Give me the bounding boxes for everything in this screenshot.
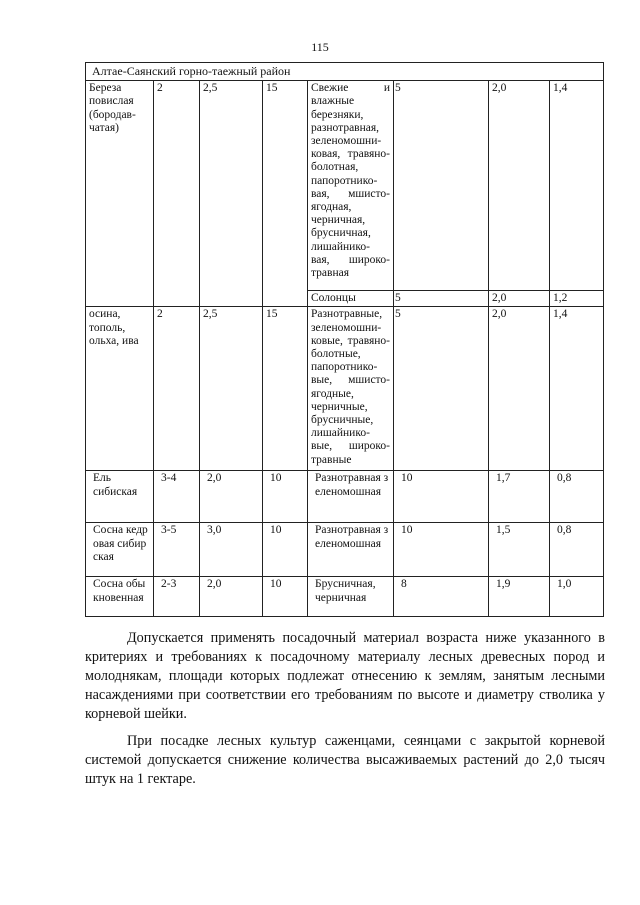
value-cell: 2,0 [489,81,550,291]
diameter-cell: 15 [263,307,308,471]
diameter-cell: 10 [263,471,308,523]
forest-type-cell: Солонцы [308,291,394,307]
age-cell: 3-5 [154,523,200,577]
height-cell: 2,5 [200,307,263,471]
value-cell: 1,5 [489,523,550,577]
value-cell: 2,0 [489,291,550,307]
forest-type-cell: Разнотравные, зеленомошни- ковые, травяно- болотные, папоротнико- вые, мшисто- ягодные, черничные, брусничные, лишайнико- вые, широко- травные [308,307,394,471]
height-cell: 3,0 [200,523,263,577]
table-row [86,81,604,291]
species-cell: Береза повислая (бородав- чатая) [86,81,154,307]
value-cell: 1,0 [550,577,604,617]
forest-type-cell: Свежие и влажные березняки, разнотравная, зеленомошни- ковая, травяно- болотная, папоротнико- вая, мшисто- ягодная, черничная, брусничная, лишайнико- вая, широко- травная [308,81,394,291]
value-cell: 1,2 [550,291,604,307]
table-row [86,471,604,523]
value-cell: 8 [394,577,489,617]
species-cell: Ель сибиская [86,471,154,523]
value-cell: 1,4 [550,307,604,471]
value-cell: 2,0 [489,307,550,471]
value-cell: 0,8 [550,523,604,577]
table-row [86,577,604,617]
value-cell: 5 [394,291,489,307]
species-cell: осина, тополь, ольха, ива [86,307,154,471]
table-row [86,523,604,577]
age-cell: 2 [154,307,200,471]
diameter-cell: 10 [263,577,308,617]
age-cell: 2-3 [154,577,200,617]
value-cell: 1,4 [550,81,604,291]
species-cell: Сосна кедровая сибирская [86,523,154,577]
paragraph: Допускается применять посадочный материал возраста ниже указанного в критериях и требованиях к посадочному материалу лесных древесных пород и молоднякам, площади которых подлежат отнесению к землям, занятым лесными насаждениями при соответствии его требованиям по высоте и диаметру стволика у корневой шейки. [85,630,605,722]
forest-type-cell: Разнотравная зеленомошная [308,523,394,577]
value-cell: 0,8 [550,471,604,523]
planting-table [85,62,604,617]
diameter-cell: 10 [263,523,308,577]
forest-type-cell: Брусничная, черничная [308,577,394,617]
value-cell: 10 [394,523,489,577]
age-cell: 2 [154,81,200,307]
value-cell: 1,7 [489,471,550,523]
value-cell: 1,9 [489,577,550,617]
value-cell: 5 [394,81,489,291]
table-row [86,307,604,471]
page-number: 115 [311,40,329,54]
forest-type-cell: Разнотравная зеленомошная [308,471,394,523]
value-cell: 10 [394,471,489,523]
species-cell: Сосна обыкновенная [86,577,154,617]
region-header: Алтае-Саянский горно-таежный район [86,63,604,81]
height-cell: 2,0 [200,577,263,617]
height-cell: 2,5 [200,81,263,307]
diameter-cell: 15 [263,81,308,307]
value-cell: 5 [394,307,489,471]
height-cell: 2,0 [200,471,263,523]
age-cell: 3-4 [154,471,200,523]
paragraph: При посадке лесных культур саженцами, сеянцами с закрытой корневой системой допускается снижение количества высаживаемых растений до 2,0 тысяч штук на 1 гектаре. [85,733,605,787]
